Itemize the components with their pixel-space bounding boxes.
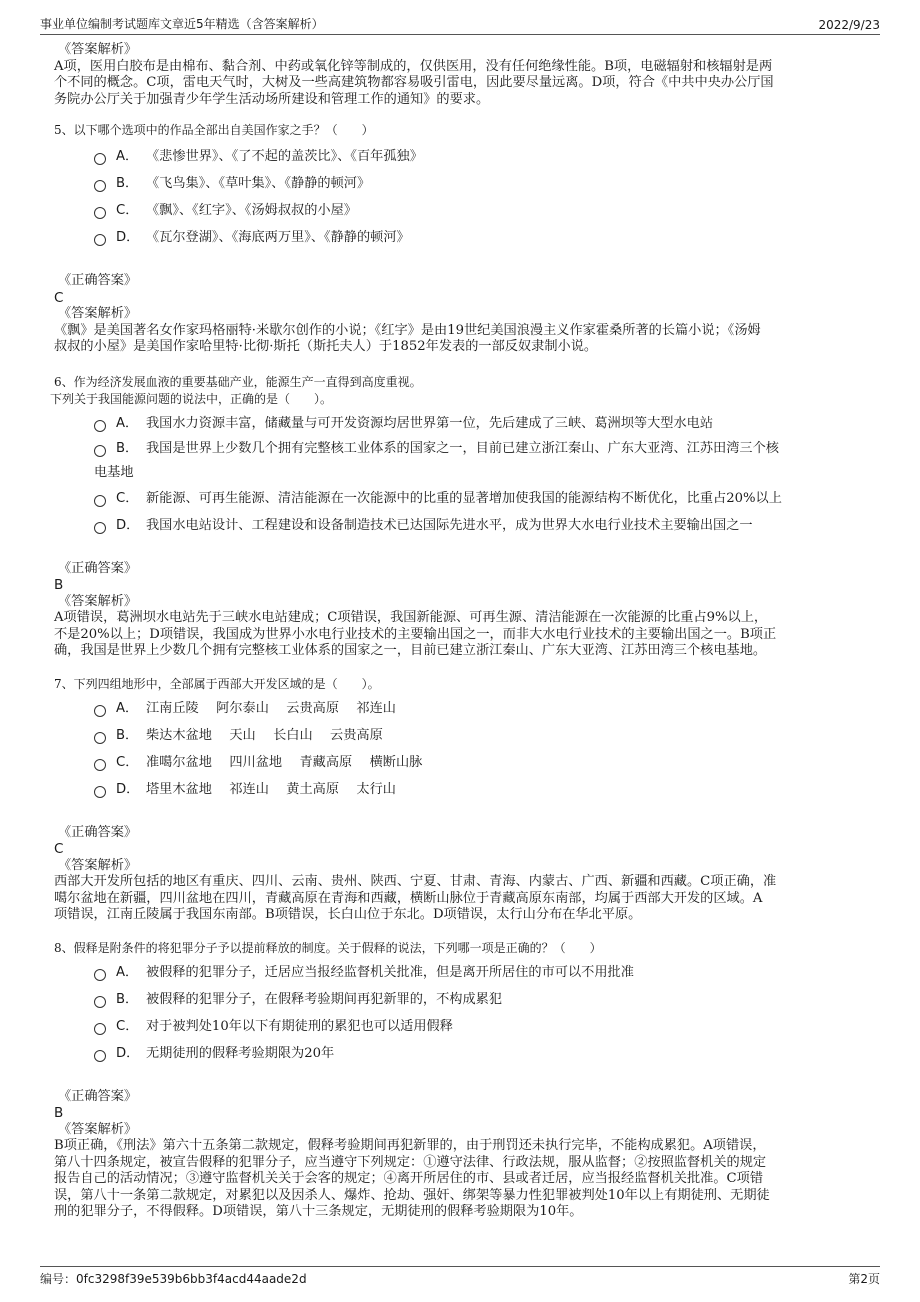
q5-analysis-line: 《飘》是美国著名女作家玛格丽特·米歇尔创作的小说；《红字》是由19世纪美国浪漫主义作家霍桑所著的长篇小说；《汤姆 [54, 322, 761, 338]
header-date: 2022/9/23 [818, 18, 880, 32]
q8-analysis-line: 第八十四条规定，被宣告假释的犯罪分子，应当遵守下列规定：①遵守法律、行政法规，服从监督；②按照监督机关的规定 [54, 1154, 767, 1170]
q5-option-b[interactable]: B． 《飞鸟集》、《草叶集》、《静静的顿河》 [54, 170, 866, 197]
q7-answer: C [54, 841, 64, 857]
radio-icon[interactable] [94, 759, 106, 771]
q8-analysis-line: B项正确，《刑法》第六十五条第二款规定，假释考验期间再犯新罪的，由于刑罚还未执行完毕，不能构成累犯。A项错误， [54, 1138, 766, 1153]
radio-icon[interactable] [94, 495, 106, 507]
q6-option-d[interactable]: D． 我国水电站设计、工程建设和设备制造技术已达国际先进水平，成为世界大水电行业技术主要输出国之一 [54, 512, 866, 539]
q8-option-c[interactable]: C． 对于被判处10年以下有期徒刑的累犯也可以适用假释 [54, 1013, 866, 1040]
q6-answer-label: 《正确答案》 [58, 560, 138, 576]
q7-option-a[interactable]: A． 江南丘陵 阿尔泰山 云贵高原 祁连山 [54, 695, 866, 722]
radio-icon[interactable] [94, 969, 106, 981]
radio-icon[interactable] [94, 207, 106, 219]
radio-icon[interactable] [94, 445, 106, 457]
q8-answer-label: 《正确答案》 [58, 1088, 138, 1104]
q7-stem: 7、下列四组地形中，全部属于西部大开发区域的是（ ）。 [54, 676, 380, 691]
q6-option-a[interactable]: A． 我国水力资源丰富，储藏量与可开发资源均居世界第一位，先后建成了三峡、葛洲坝等大型水电站 [54, 410, 866, 437]
q5-option-a[interactable]: A． 《悲惨世界》、《了不起的盖茨比》、《百年孤独》 [54, 143, 866, 170]
q5-analysis-line: 叔叔的小屋》是美国作家哈里特·比彻·斯托（斯托夫人）于1852年发表的一部反奴隶制小说。 [54, 339, 598, 354]
document-code: 编号：0fc3298f39e539b6bb3f4acd44aade2d [40, 1272, 307, 1286]
q7-analysis-line: 噶尔盆地在新疆，四川盆地在四川，青藏高原在青海和西藏，横断山脉位于青藏高原东南部，均属于西部大开发的区域。A [54, 890, 763, 906]
q8-analysis-line: 误，第八十一条第二款规定，对累犯以及因杀人、爆炸、抢劫、强奸、绑架等暴力性犯罪被判处10年以上有期徒刑、无期徒 [54, 1187, 770, 1203]
question-8 [54, 940, 866, 1221]
q6-stem-line: 下列关于我国能源问题的说法中，正确的是（ ）。 [50, 391, 333, 406]
q8-analysis-label: 《答案解析》 [58, 1121, 138, 1137]
q6-option-b[interactable]: B． 我国是世界上少数几个拥有完整核工业体系的国家之一，目前已建立浙江秦山、广东大亚湾、江苏田湾三个核 电基地 [94, 440, 779, 480]
page-footer [40, 1266, 880, 1292]
header-title: 事业单位编制考试题库文章近5年精选（含答案解析） [40, 17, 324, 31]
q5-stem: 5、以下哪个选项中的作品全部出自美国作家之手？（ ） [54, 123, 374, 137]
q8-analysis-line: 报告自己的活动情况；③遵守监督机关关于会客的规定；④离开所居住的市、县或者迁居，应当报经监督机关批准。C项错 [54, 1171, 764, 1186]
q7-answer-label: 《正确答案》 [58, 824, 138, 840]
q4-analysis [54, 42, 866, 108]
radio-icon[interactable] [94, 180, 106, 192]
q5-analysis-label: 《答案解析》 [58, 306, 138, 321]
radio-icon[interactable] [94, 1023, 106, 1035]
q5-answer-label: 《正确答案》 [58, 273, 138, 288]
q4-analysis-line: 务院办公厅关于加强青少年学生活动场所建设和管理工作的通知》的要求。 [54, 91, 490, 107]
q7-option-c[interactable]: C． 准噶尔盆地 四川盆地 青藏高原 横断山脉 [54, 749, 866, 776]
radio-icon[interactable] [94, 420, 106, 432]
q8-answer: B [54, 1105, 64, 1121]
q8-option-b[interactable]: B． 被假释的犯罪分子，在假释考验期间再犯新罪的，不构成累犯 [54, 986, 866, 1013]
q6-analysis-label: 《答案解析》 [58, 593, 138, 609]
document-body [50, 42, 866, 1221]
radio-icon[interactable] [94, 1050, 106, 1062]
q7-analysis-label: 《答案解析》 [58, 857, 138, 873]
q7-option-b[interactable]: B． 柴达木盆地 天山 长白山 云贵高原 [54, 722, 866, 749]
question-7 [54, 676, 866, 924]
q6-analysis-line: 确，我国是世界上少数几个拥有完整核工业体系的国家之一，目前已建立浙江秦山、广东大亚湾、江苏田湾三个核电基地。 [54, 643, 767, 658]
q6-analysis-line: A项错误，葛洲坝水电站先于三峡水电站建成；C项错误，我国新能源、可再生源、清洁能源在一次能源的比重占9%以上， [54, 610, 768, 625]
q8-analysis-line: 刑的犯罪分子，不得假释。D项错误，第八十三条规定，无期徒刑的假释考验期限为10年。 [54, 1204, 583, 1219]
radio-icon[interactable] [94, 522, 106, 534]
q5-answer: C [54, 289, 64, 306]
page-header [40, 10, 880, 35]
radio-icon[interactable] [94, 705, 106, 717]
q8-option-a[interactable]: A． 被假释的犯罪分子，迁居应当报经监督机关批准，但是离开所居住的市可以不用批准 [54, 959, 866, 986]
radio-icon[interactable] [94, 786, 106, 798]
q8-stem: 8、假释是附条件的将犯罪分子予以提前释放的制度。关于假释的说法，下列哪一项是正确的？（ ） [54, 940, 602, 955]
radio-icon[interactable] [94, 153, 106, 165]
q7-option-d[interactable]: D． 塔里木盆地 祁连山 黄土高原 太行山 [54, 776, 866, 803]
q6-option-c[interactable]: C． 新能源、可再生能源、清洁能源在一次能源中的比重的显著增加使我国的能源结构不断优化，比重占20%以上 [54, 485, 866, 512]
q4-analysis-line: A项，医用白胶布是由棉布、黏合剂、中药或氧化锌等制成的，仅供医用，没有任何绝缘性能。B项，电磁辐射和核辐射是两 [54, 58, 773, 74]
q6-stem-line: 6、作为经济发展血液的重要基础产业，能源生产一直得到高度重视。 [54, 374, 422, 389]
q5-option-d[interactable]: D． 《瓦尔登湖》、《海底两万里》、《静静的顿河》 [54, 224, 866, 251]
q7-analysis-line: 西部大开发所包括的地区有重庆、四川、云南、贵州、陕西、宁夏、甘肃、青海、内蒙古、广西、新疆和西藏。C项正确，准 [54, 874, 777, 889]
radio-icon[interactable] [94, 234, 106, 246]
question-6 [50, 374, 866, 660]
radio-icon[interactable] [94, 996, 106, 1008]
q5-option-c[interactable]: C． 《飘》、《红字》、《汤姆叔叔的小屋》 [54, 197, 866, 224]
q6-answer: B [54, 577, 64, 593]
radio-icon[interactable] [94, 732, 106, 744]
q7-analysis-line: 项错误，江南丘陵属于我国东南部。B项错误，长白山位于东北。D项错误，太行山分布在华北平原。 [54, 907, 642, 922]
q4-analysis-line: 个不同的概念。C项，雷电天气时，大树及一些高建筑物都容易吸引雷电，因此要尽量远离。D项，符合《中共中央办公厅国 [54, 75, 774, 90]
q6-analysis-line: 不是20%以上；D项错误，我国成为世界小水电行业技术的主要输出国之一，而非大水电行业技术的主要输出国之一。B项正 [54, 626, 777, 642]
page-number: 第2页 [848, 1272, 880, 1286]
question-5 [54, 122, 866, 356]
q8-option-d[interactable]: D． 无期徒刑的假释考验期限为20年 [54, 1040, 866, 1067]
q4-analysis-label: 《答案解析》 [58, 42, 138, 57]
